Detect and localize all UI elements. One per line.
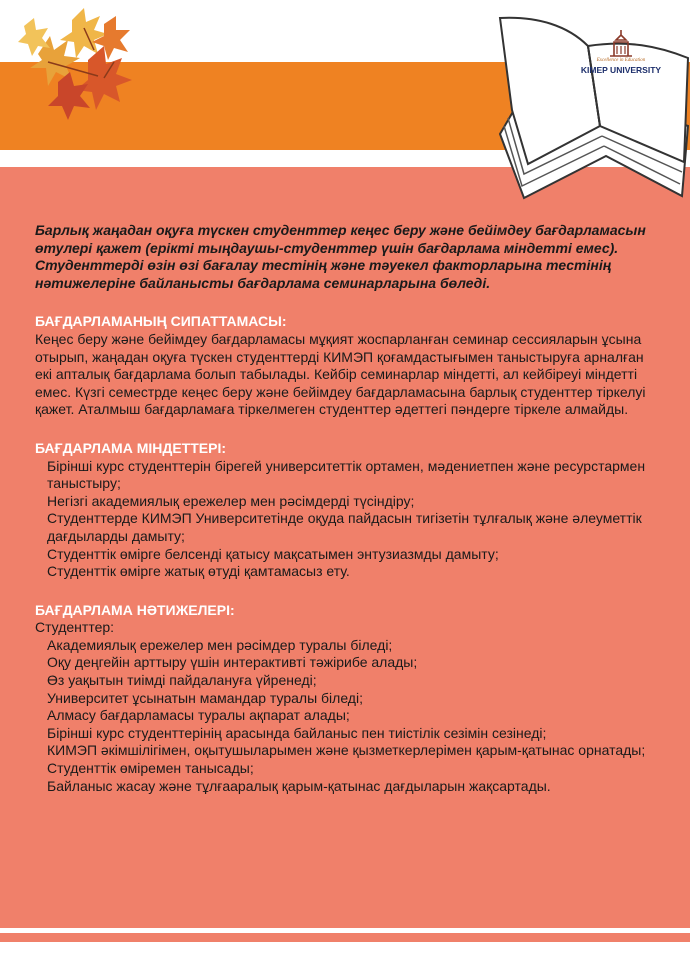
list-item: Алмасу бағдарламасы туралы ақпарат алады;	[47, 707, 350, 724]
list-item: Студенттік өмірге белсенді қатысу мақсатымен энтузиазмды дамыту;	[47, 545, 499, 562]
list-item: Бірінші курс студенттерінің арасында байланыс пен тиістілік сезімін сезінеді;	[47, 724, 547, 741]
list-item: Студенттік өміремен танысады;	[47, 760, 254, 777]
description-section	[35, 313, 660, 419]
list-item: Студенттерде КИМЭП Университетінде оқуда пайдасын тигізетін тұлғалық және әлеуметтік дағдыларды дамыту;	[47, 510, 642, 544]
logo-tagline: Excellence in Education	[596, 58, 646, 63]
objectives-section	[35, 440, 660, 581]
logo-name: KIMEP UNIVERSITY	[580, 65, 662, 75]
kimep-logo	[576, 30, 666, 80]
list-item: Өз уақытын тиімді пайдалануға үйренеді;	[47, 672, 317, 689]
intro-paragraph: Барлық жаңадан оқуға түскен студенттер кеңес беру және бейімдеу бағдарламасын өтулері қажет (ерікті тыңдаушы-студенттер үшін бағдарлама міндетті емес). Студенттерді өзін өзі бағалау тестінің және тәуекел факторларына тестінің нәтижелеріне байланысты бағдарлама семинарларына бөледі.	[35, 222, 646, 291]
outcomes-lead: Студенттер:	[35, 619, 115, 636]
outcomes-heading: БАҒДАРЛАМА НӘТИЖЕЛЕРІ:	[35, 601, 235, 618]
footer-stripe	[0, 933, 690, 942]
list-item: Академиялық ережелер мен рәсімдер туралы біледі;	[47, 636, 393, 653]
university-building-icon	[606, 30, 636, 58]
list-item: Бірінші курс студенттерін бірегей университеттік ортамен, мәдениетпен және ресурстармен таныстыру;	[47, 457, 646, 492]
list-item: Университет ұсынатын мамандар туралы біледі;	[47, 689, 363, 706]
objectives-heading: БАҒДАРЛАМА МІНДЕТТЕРІ:	[35, 439, 227, 456]
list-item: Негізгі академиялық ережелер мен рәсімдерді түсіндіру;	[47, 492, 415, 509]
autumn-leaves-icon	[18, 6, 148, 122]
list-item: Оқу деңгейін арттыру үшін интерактивті тәжірибе алады;	[47, 654, 418, 671]
list-item: Байланыс жасау және тұлғааралық қарым-қатынас дағдыларын жақсартады.	[47, 777, 551, 794]
list-item: Студенттік өмірге жатық өтуді қамтамасыз ету.	[47, 563, 350, 580]
outcomes-section	[35, 602, 660, 796]
main-content	[35, 222, 660, 816]
description-text: Кеңес беру және бейімдеу бағдарламасы мұқият жоспарланған семинар сессияларын ұсына отырып, жаңадан оқуға түскен студенттерді КИМЭП қоғамдастығымен таныстыруға арналған екі апталық бағдарлама болып табылады. Кейбір семинарлар міндетті, ал кейбіреуі міндетті емес. Күзгі семестрде кеңес беру және бейімдеу бағдарламасына барлық студенттер тіркелуі қажет. Аталмыш бағдарламаға тіркелмеген студенттер әдеттегі пәндерге тіркеле алмайды.	[35, 330, 646, 418]
list-item: КИМЭП әкімшілігімен, оқытушыларымен және қызметкерлерімен қарым-қатынас орнатады;	[47, 742, 646, 759]
description-heading: БАҒДАРЛАМАНЫҢ СИПАТТАМАСЫ:	[35, 313, 287, 330]
